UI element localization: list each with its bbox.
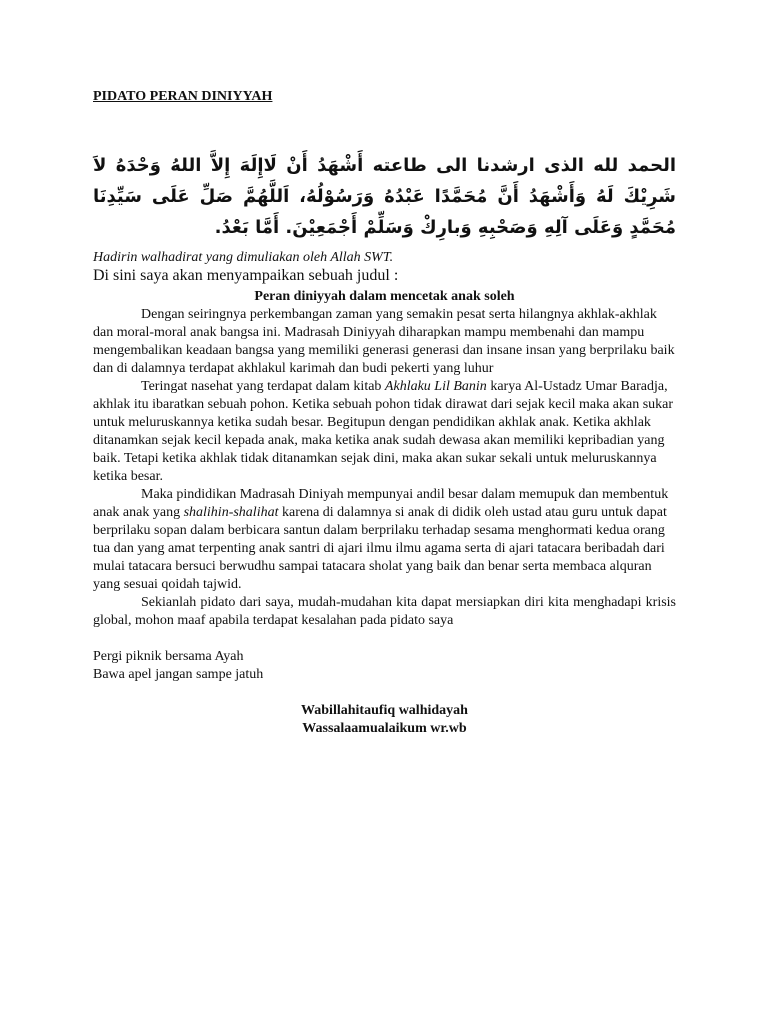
arabic-opening: الحمد لله الذى ارشدنا الى طاعته أَشْهَدُ أَنْ لَاإِلَهَ إِلاَّ اللهُ وَحْدَهُ لاَ شَرِيْكَ لَهُ وَأَشْهَدُ أَنَّ مُحَمَّدًا عَبْدُهُ وَرَسُوْلُهُ، اَللَّهُمَّ صَلِّ عَلَى سَيِّدِنَا مُحَمَّدٍ وَعَلَى آلِهِ وَصَحْبِهِ وَبارِكْ وَسَلِّمْ أَجْمَعِيْنَ. أَمَّا بَعْدُ.: [93, 155, 676, 238]
closing: [93, 702, 676, 738]
paragraph-2: [93, 378, 676, 486]
speech-subtitle: Peran diniyyah dalam mencetak anak soleh: [254, 289, 515, 304]
greeting-line: Hadirin walhadirat yang dimuliakan oleh Allah SWT.: [93, 250, 394, 265]
document-page: [93, 88, 676, 738]
pantun-line-2: Bawa apel jangan sampe jatuh: [93, 667, 264, 682]
paragraph-2-after: karya Al-Ustadz Umar Baradja, akhlak itu ibaratkan sebuah pohon. Ketika sebuah pohon tidak dirawat dari sejak kecil maka akan sukar untuk meluruskannya ketika sudah besar. Begitupun dengan pendidikan akhlak anak. Ketika akhlak ditanamkan sejak kecil kepada anak, maka ketika anak sudah dewasa akan memiliki kepribadian yang baik. Tetapi ketika akhlak tidak ditanamkan sejak dini, maka akan sukar sekali untuk meluruskannya ketika besar.: [93, 379, 674, 484]
paragraph-4: Sekianlah pidato dari saya, mudah-mudahan kita dapat mersiapkan diri kita menghadapi krisis global, mohon maaf apabila terdapat kesalahan pada pidato saya: [93, 595, 676, 628]
paragraph-3: [93, 486, 676, 594]
pantun: [93, 648, 676, 684]
paragraph-3-after: karena di dalamnya si anak di didik oleh ustad atau guru untuk dapat berprilaku sopan dalam berbicara santun dalam berprilaku terhadap sesama menghormati kedua orang tua dan yang amat terpenting anak santri di ajari ilmu ilmu agama serta di ajari tatacara beribadah dari mulai tatacara bersuci berwudhu sampai tatacara sholat yang baik dan benar serta membaca alquran yang sesuai qoidah tajwid.: [93, 505, 667, 592]
intro-line: Di sini saya akan menyampaikan sebuah judul :: [93, 267, 399, 284]
paragraph-2-before: Teringat nasehat yang terdapat dalam kitab: [141, 379, 385, 394]
paragraph-1: Dengan seiringnya perkembangan zaman yang semakin pesat serta hilangnya akhlak-akhlak dan moral-moral anak bangsa ini. Madrasah Diniyyah diharapkan mampu membenahi dan mampu mengembalikan keadaan bangsa yang memiliki generasi generasi dan insane insan yang berprilaku baik dan di dalamnya terdapat akhlakul karimah dan budi pekerti yang luhur: [93, 307, 675, 376]
closing-line-1: Wabillahitaufiq walhidayah: [301, 703, 468, 718]
italic-term: shalihin-shalihat: [183, 505, 279, 520]
paragraph-3-before: Maka pindidikan Madrasah Diniyah mempunyai andil besar dalam memupuk dan membentuk anak anak yang: [93, 487, 669, 520]
document-title: PIDATO PERAN DINIYYAH: [93, 89, 273, 104]
pantun-line-1: Pergi piknik bersama Ayah: [93, 649, 244, 664]
book-title: Akhlaku Lil Banin: [384, 379, 487, 394]
closing-line-2: Wassalaamualaikum wr.wb: [302, 721, 467, 736]
